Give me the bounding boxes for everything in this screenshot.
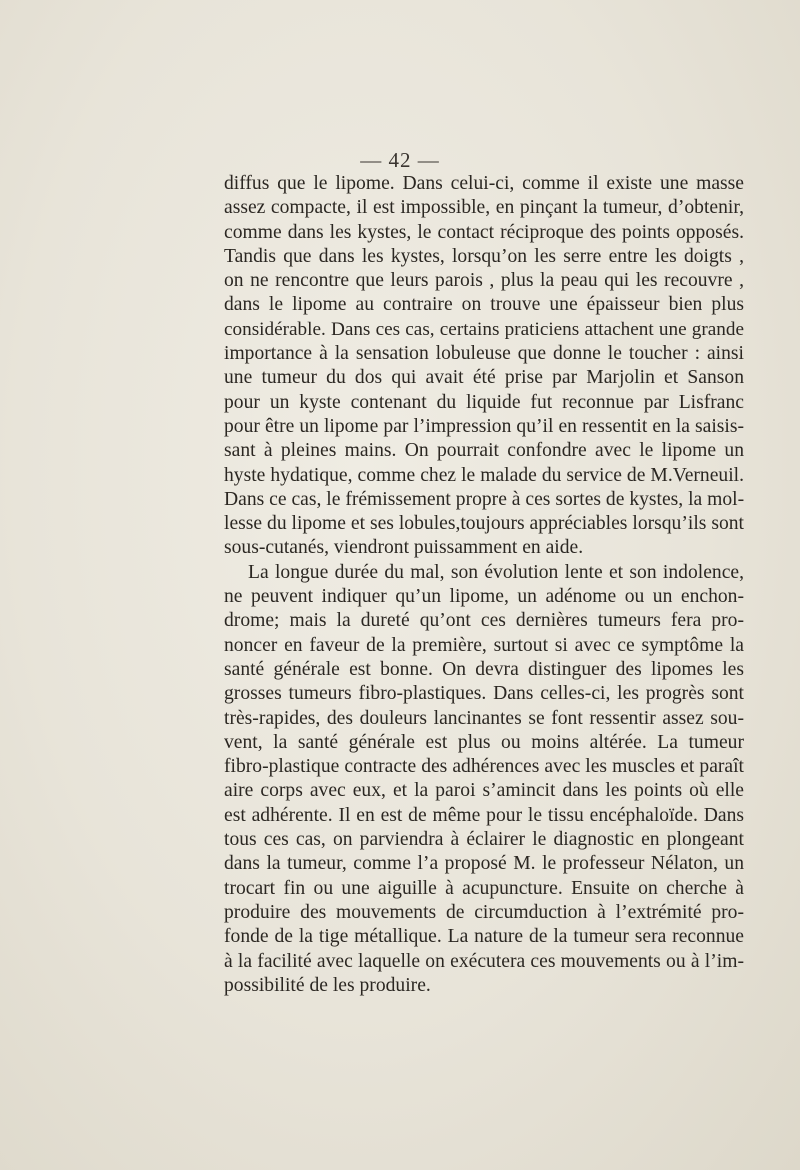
text-line: hyste hydatique, comme chez le malade du service de M.Verneuil.	[224, 464, 744, 486]
text-line: dans le lipome au contraire on trouve une épaisseur bien plus	[224, 294, 744, 316]
text-line: à la facilité avec laquelle on exécutera ces mouvements ou à l’im-	[224, 950, 744, 972]
text-line: fonde de la tige métallique. La nature de la tumeur sera reconnue	[224, 926, 744, 948]
text-line: lesse du lipome et ses lobules,toujours appréciables lorsqu’ils sont	[224, 513, 744, 535]
text-line: sant à pleines mains. On pourrait confondre avec le lipome un	[224, 440, 744, 462]
text-line: pour un kyste contenant du liquide fut reconnue par Lisfranc	[224, 391, 744, 413]
text-line: noncer en faveur de la première, surtout si avec ce symptôme la	[224, 634, 744, 656]
text-line: sous-cutanés, viendront puissamment en aide.	[224, 537, 584, 559]
text-line: comme dans les kystes, le contact réciproque des points opposés.	[224, 221, 744, 243]
text-line: assez compacte, il est impossible, en pinçant la tumeur, d’obtenir,	[224, 197, 744, 219]
text-line: santé générale est bonne. On devra distinguer des lipomes les	[224, 658, 744, 680]
text-line: on ne rencontre que leurs parois , plus la peau qui les recouvre ,	[224, 270, 744, 292]
page-number: — 42 —	[360, 148, 440, 172]
text-line: La longue durée du mal, son évolution lente et son indolence,	[248, 561, 744, 583]
text-line: possibilité de les produire.	[224, 974, 431, 996]
text-line: fibro-plastique contracte des adhérences avec les muscles et paraît	[224, 756, 744, 778]
text-line: produire des mouvements de circumduction à l’extrémité pro-	[224, 901, 744, 923]
text-line: considérable. Dans ces cas, certains praticiens attachent une grande	[224, 318, 744, 340]
text-line: diffus que le lipome. Dans celui-ci, comme il existe une masse	[224, 173, 744, 194]
text-line: très-rapides, des douleurs lancinantes se font ressentir assez sou-	[224, 707, 744, 729]
text-line: est adhérente. Il en est de même pour le tissu encéphaloïde. Dans	[224, 804, 744, 826]
text-line: grosses tumeurs fibro-plastiques. Dans celles-ci, les progrès sont	[224, 683, 744, 705]
text-line: Dans ce cas, le frémissement propre à ces sortes de kystes, la mol-	[224, 488, 745, 510]
text-line: trocart fin ou une aiguille à acupuncture. Ensuite on cherche à	[224, 877, 744, 899]
text-line: importance à la sensation lobuleuse que donne le toucher : ainsi	[224, 343, 744, 365]
text-line: pour être un lipome par l’impression qu’il en ressentit en la saisis-	[224, 415, 744, 437]
text-line: dans la tumeur, comme l’a proposé M. le professeur Nélaton, un	[224, 853, 744, 875]
text-line: une tumeur du dos qui avait été prise par Marjolin et Sanson	[224, 367, 744, 389]
text-line: aire corps avec eux, et la paroi s’amincit dans les points où elle	[224, 780, 744, 802]
text-line: vent, la santé générale est plus ou moins altérée. La tumeur	[224, 731, 744, 753]
text-line: tous ces cas, on parviendra à éclairer le diagnostic en plongeant	[224, 829, 744, 851]
text-line: drome; mais la dureté qu’ont ces dernières tumeurs fera pro-	[224, 610, 744, 632]
text-line: Tandis que dans les kystes, lorsqu’on les serre entre les doigts ,	[224, 245, 744, 267]
body-text	[224, 172, 744, 998]
text-line: ne peuvent indiquer qu’un lipome, un adénome ou un enchon-	[224, 586, 744, 608]
